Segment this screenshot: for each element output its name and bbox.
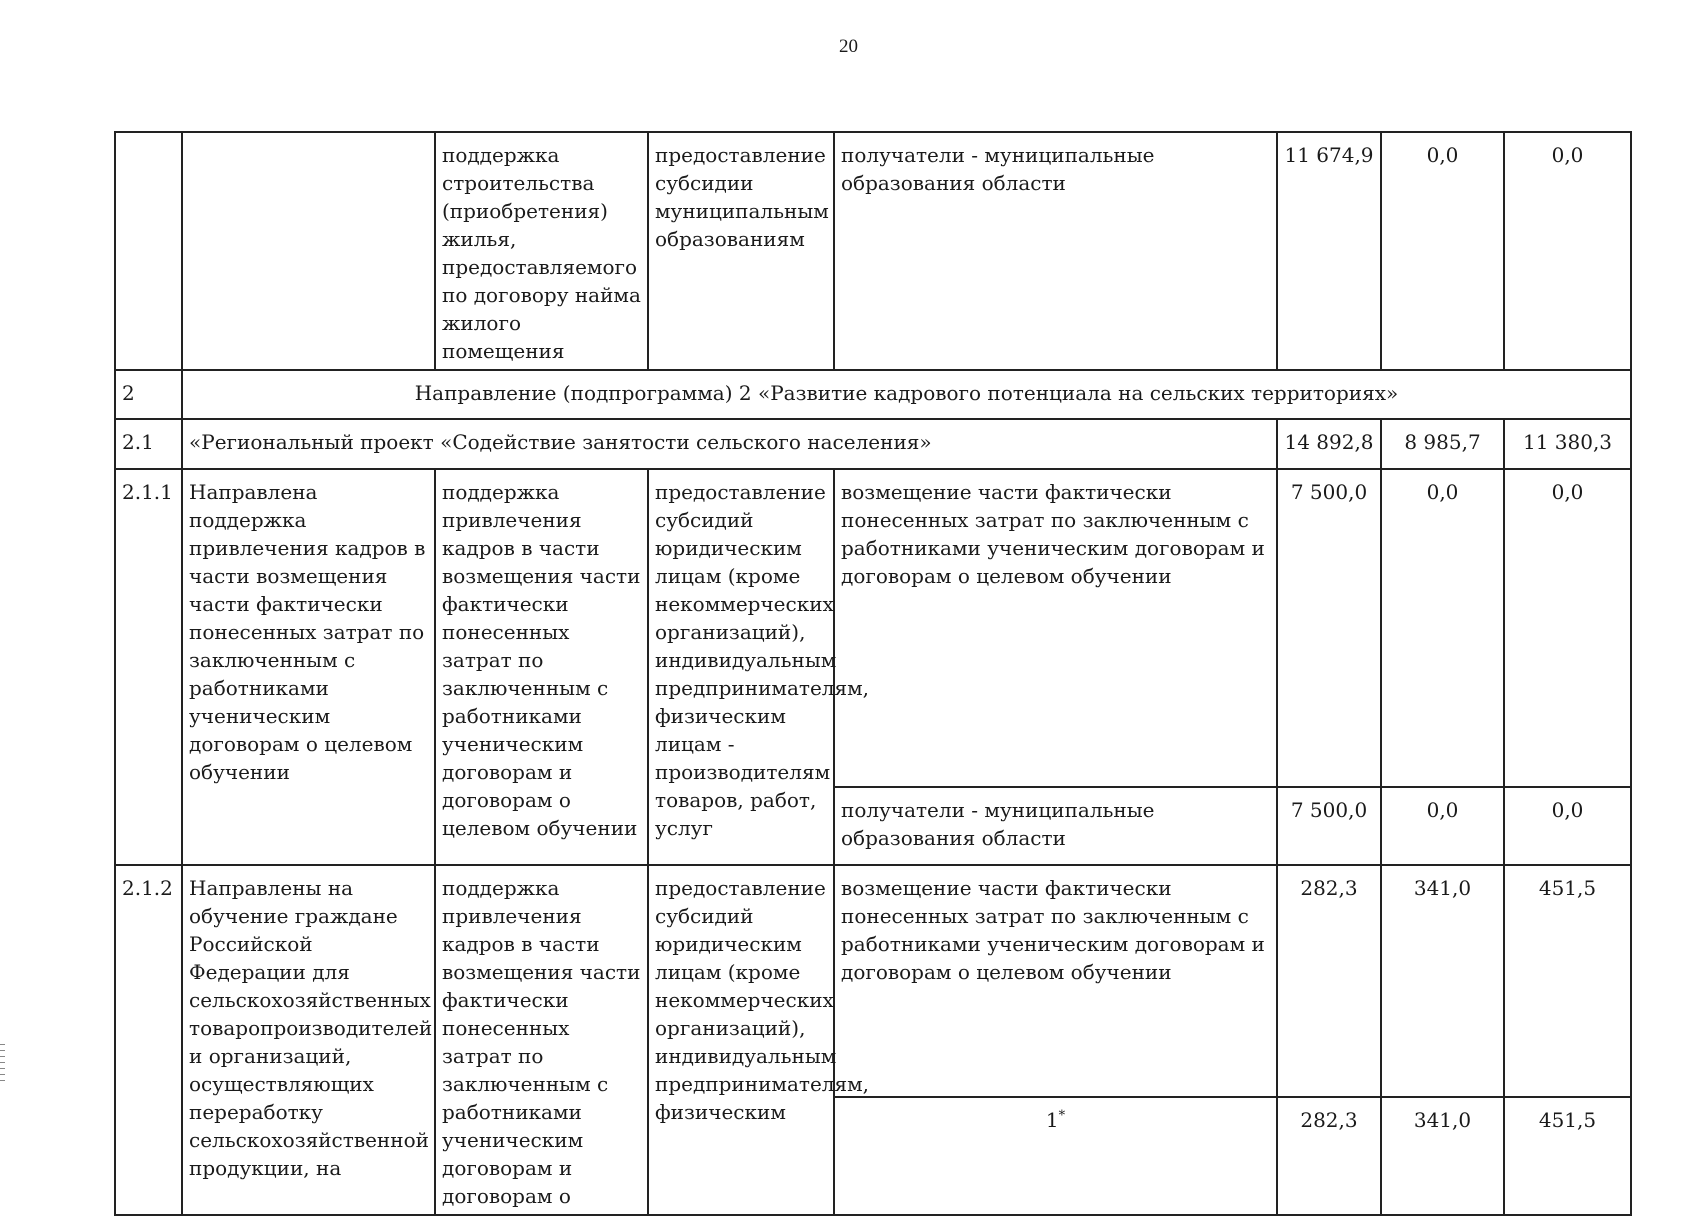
value-cell: 7 500,0	[1277, 469, 1381, 787]
recipient-cell: возмещение части фактически понесенных затрат по заключенным с работниками ученическим договорам и договорам о целевом обучении	[834, 865, 1277, 1097]
value-cell: 0,0	[1504, 469, 1631, 787]
value-cell: 8 985,7	[1381, 419, 1504, 469]
value-cell: 11 674,9	[1277, 132, 1381, 370]
value-cell: 0,0	[1381, 469, 1504, 787]
table-row	[115, 132, 1631, 370]
value-cell: 0,0	[1504, 132, 1631, 370]
mechanism-cell: предоставление субсидии муниципальным образованиям	[648, 132, 834, 370]
value-cell: 0,0	[1381, 132, 1504, 370]
task-cell: Направлены на обучение граждане Российской Федерации для сельскохозяйственных товаропроизводителей и организаций, осуществляющих переработку сельскохозяйственной продукции, на	[182, 865, 435, 1215]
row-code: 2.1.2	[115, 865, 182, 1215]
recipient-cell: получатели - муниципальные образования области	[834, 132, 1277, 370]
value-cell: 11 380,3	[1504, 419, 1631, 469]
budget-table	[114, 131, 1632, 1216]
value-cell: 451,5	[1504, 865, 1631, 1097]
section-code: 2	[115, 370, 182, 419]
recipient-cell: возмещение части фактически понесенных затрат по заключенным с работниками ученическим договорам и договорам о целевом обучении	[834, 469, 1277, 787]
code-cell	[115, 132, 182, 370]
page-number: 20	[839, 36, 858, 57]
project-title: «Региональный проект «Содействие занятости сельского населения»	[182, 419, 1277, 469]
recipient-cell: получатели - муниципальные образования области	[834, 787, 1277, 865]
table-row	[115, 469, 1631, 787]
value-cell: 282,3	[1277, 865, 1381, 1097]
value-cell: 0,0	[1381, 787, 1504, 865]
section-title: Направление (подпрограмма) 2 «Развитие кадрового потенциала на сельских территориях»	[182, 370, 1631, 419]
measure-cell: поддержка строительства (приобретения) жилья, предоставляемого по договору найма жилого помещения	[435, 132, 648, 370]
table-row	[115, 865, 1631, 1097]
row-code: 2.1.1	[115, 469, 182, 865]
value-cell: 341,0	[1381, 865, 1504, 1097]
mechanism-cell: предоставление субсидий юридическим лицам (кроме некоммерческих организаций), индивидуальным предпринимателям, физическим	[648, 865, 834, 1215]
value-cell: 451,5	[1504, 1097, 1631, 1215]
recipient-number: 1	[1045, 1107, 1059, 1132]
mechanism-cell: предоставление субсидий юридическим лицам (кроме некоммерческих организаций), индивидуальным предпринимателям, физическим лицам - производителям товаров, работ, услуг	[648, 469, 834, 865]
value-cell: 341,0	[1381, 1097, 1504, 1215]
section-row	[115, 370, 1631, 419]
footnote-mark: *	[1058, 1107, 1066, 1123]
value-cell: 282,3	[1277, 1097, 1381, 1215]
value-cell: 7 500,0	[1277, 787, 1381, 865]
measure-cell: поддержка привлечения кадров в части возмещения части фактически понесенных затрат по заключенным с работниками ученическим договорам и договорам о целевом обучении	[435, 469, 648, 865]
scan-edge-marks	[0, 1044, 5, 1084]
task-cell: Направлена поддержка привлечения кадров в части возмещения части фактически понесенных затрат по заключенным с работниками ученическим договорам о целевом обучении	[182, 469, 435, 865]
measure-cell: поддержка привлечения кадров в части возмещения части фактически понесенных затрат по заключенным с работниками ученическим договорам и договорам о	[435, 865, 648, 1215]
project-row	[115, 419, 1631, 469]
project-code: 2.1	[115, 419, 182, 469]
value-cell: 14 892,8	[1277, 419, 1381, 469]
value-cell: 0,0	[1504, 787, 1631, 865]
task-cell	[182, 132, 435, 370]
recipient-cell	[834, 1097, 1277, 1215]
